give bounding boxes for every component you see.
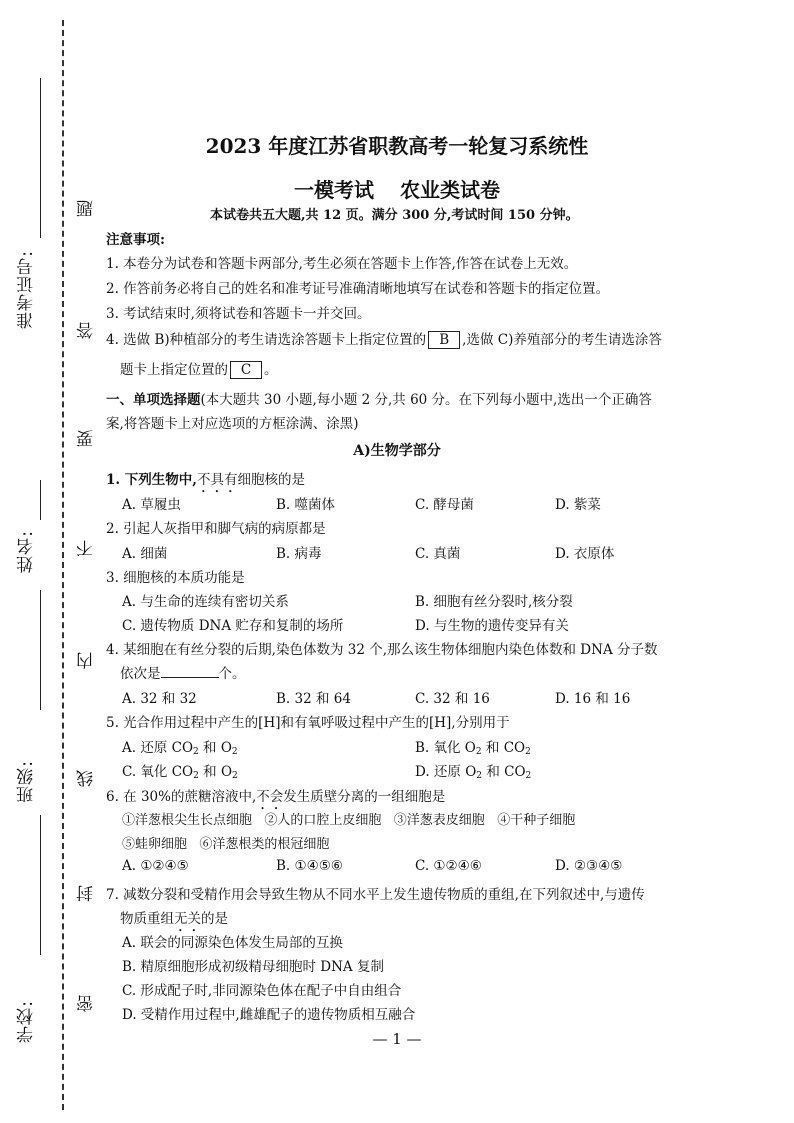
q4-stem-b — [106, 662, 246, 682]
q5-b-sub: 2 — [475, 747, 482, 757]
q5-c-text1: C. 氧化 CO — [122, 764, 194, 780]
exam-title-line2 — [0, 174, 794, 203]
q4-stem-a: 4. 某细胞在有丝分裂的后期,染色体数为 32 个,那么该生物体细胞内染色体数和 DNA 分子数 — [106, 642, 658, 658]
name-label: 姓名: — [17, 530, 37, 573]
q4-option-c: C. 32 和 16 — [415, 691, 490, 707]
page-number: — 1 — — [372, 1030, 422, 1048]
q5-a-sub2: 2 — [231, 747, 238, 757]
q1-stem — [106, 468, 305, 496]
note-2: 2. 作答前务必将自己的姓名和准考证号准确清晰地填写在试卷和答题卡的指定位置。 — [106, 281, 610, 297]
seal-char-nei: 内 — [77, 652, 97, 669]
q1-option-a: A. 草履虫 — [122, 497, 181, 513]
name-line — [40, 480, 41, 520]
q5-b-text2: 和 CO — [481, 740, 526, 756]
q7-stem-b-text: 物质重组 — [120, 911, 174, 927]
q7-stem-a: 7. 减数分裂和受精作用会导致生物从不同水平上发生遗传物质的重组,在下列叙述中,与遗传 — [106, 887, 645, 903]
seal-char-yao: 要 — [77, 430, 97, 447]
q6-option-c: C. ①②④⑥ — [415, 858, 482, 874]
section1-title: 一、单项选择题 — [106, 392, 201, 408]
note-4-text-c: 题卡上指定位置的 — [120, 362, 228, 378]
q5-a-text1: A. 还原 CO — [122, 740, 194, 756]
note-4 — [106, 328, 662, 349]
q5-option-a — [122, 736, 238, 757]
note-4-text-d: 。 — [264, 362, 278, 378]
q5-option-d — [415, 760, 531, 781]
q5-c-text2: 和 O — [198, 764, 233, 780]
note-3: 3. 考试结束时,须将试卷和答题卡一并交回。 — [106, 306, 371, 322]
q7-stem-c: 的是 — [201, 911, 228, 927]
q4-stem-b-text: 依次是 — [120, 666, 161, 682]
q7-option-a: A. 联会的同源染色体发生局部的互换 — [122, 935, 343, 951]
q1-stem-a: 1. 下列生物中, — [106, 472, 197, 488]
note-4-box-b: B — [428, 331, 460, 349]
q5-d-sub2: 2 — [525, 771, 532, 781]
q5-stem: 5. 光合作用过程中产生的[H]和有氧呼吸过程中产生的[H],分别用于 — [106, 715, 510, 731]
seal-char-bu: 不 — [77, 540, 97, 557]
q1-option-d: D. 紫菜 — [555, 497, 601, 513]
section1-header — [106, 388, 652, 408]
q7-option-c: C. 形成配子时,非同源染色体在配子中自由组合 — [122, 983, 402, 999]
section1-desc-b: 案,将答题卡上对应选项的方框涂满、涂黑) — [106, 416, 359, 432]
q6-stem-a: 6. 在 30%的蔗糖溶液中, — [106, 789, 257, 805]
name-line-lower — [40, 590, 41, 710]
q6-items-a: ①洋葱根尖生长点细胞 ②人的口腔上皮细胞 ③洋葱表皮细胞 ④干种子细胞 — [122, 813, 576, 828]
seal-char-mi: 密 — [77, 995, 97, 1012]
q5-a-sub: 2 — [193, 747, 199, 757]
q7-option-d: D. 受精作用过程中,雌雄配子的遗传物质相互融合 — [122, 1007, 416, 1023]
q2-option-a: A. 细菌 — [122, 546, 168, 562]
note-4-box-c: C — [230, 361, 262, 379]
exam-no-label: 准考证号: — [17, 250, 37, 329]
q3-option-b: B. 细胞有丝分裂时,核分裂 — [415, 594, 573, 610]
q4-stem-c: 个。 — [218, 666, 246, 682]
q6-option-b: B. ①④⑤⑥ — [276, 858, 343, 874]
exam-info: 本试卷共五大题,共 12 页。满分 300 分,考试时间 150 分钟。 — [210, 208, 579, 223]
q5-c-sub2: 2 — [232, 771, 238, 781]
q6-stem-b: 发生质壁分离的一组细胞是 — [283, 789, 446, 805]
exam-title-part-b: 农业类试卷 — [400, 178, 500, 202]
q7-option-b: B. 精原细胞形成初级精母细胞时 DNA 复制 — [122, 959, 384, 975]
q1-emphasis: 不具有 — [197, 472, 238, 488]
q5-d-sub: 2 — [476, 771, 483, 781]
q5-d-text1: D. 还原 O — [415, 764, 477, 780]
q3-option-a: A. 与生命的连续有密切关系 — [122, 594, 289, 610]
q2-option-c: C. 真菌 — [415, 546, 461, 562]
q2-option-d: D. 衣原体 — [555, 546, 615, 562]
q4-blank — [161, 665, 219, 678]
q1-option-b: B. 噬菌体 — [276, 497, 336, 513]
q5-a-text2: 和 O — [198, 740, 232, 756]
seal-char-da: 答 — [77, 322, 97, 339]
q1-stem-b: 细胞核的是 — [237, 472, 305, 488]
note-4-text-b: ,选做 C)养殖部分的考生请选涂答 — [462, 332, 662, 348]
q5-option-b — [415, 736, 531, 757]
seal-char-feng: 封 — [77, 885, 97, 902]
q1-option-c: C. 酵母菌 — [415, 497, 474, 513]
class-line-lower — [40, 815, 41, 955]
note-4-text-a: 4. 选做 B)种植部分的考生请选涂答题卡上指定位置的 — [106, 332, 427, 348]
q4-option-b: B. 32 和 64 — [276, 691, 351, 707]
note-4-cont — [106, 358, 278, 379]
seal-char-xian: 线 — [77, 770, 97, 787]
q5-c-sub: 2 — [193, 771, 199, 781]
q5-b-text1: B. 氧化 O — [415, 740, 476, 756]
q5-option-c — [122, 760, 238, 781]
exam-title-line1: 2023 年度江苏省职教高考一轮复习系统性 — [205, 134, 589, 158]
q7-emphasis: 无关 — [174, 911, 201, 927]
q2-stem: 2. 引起人灰指甲和脚气病的病原都是 — [106, 521, 326, 537]
q3-option-d: D. 与生物的遗传变异有关 — [415, 618, 569, 634]
q2-option-b: B. 病毒 — [276, 546, 322, 562]
note-1: 1. 本卷分为试卷和答题卡两部分,考生必须在答题卡上作答,作答在试卷上无效。 — [106, 256, 578, 272]
q6-option-d: D. ②③④⑤ — [555, 858, 623, 874]
q5-b-sub2: 2 — [525, 747, 531, 757]
q6-items-b: ⑤蛙卵细胞 ⑥洋葱根类的根冠细胞 — [122, 837, 330, 852]
exam-title-part-a: 一模考试 — [294, 178, 374, 202]
q5-d-text2: 和 CO — [482, 764, 526, 780]
q6-option-a: A. ①②④⑤ — [122, 858, 189, 874]
section1-desc-a: (本大题共 30 小题,每小题 2 分,共 60 分。在下列每小题中,选出一个正确答 — [200, 392, 652, 408]
q3-option-c: C. 遗传物质 DNA 贮存和复制的场所 — [122, 618, 344, 634]
seal-char-ti: 题 — [77, 200, 97, 217]
notes-heading: 注意事项: — [106, 232, 165, 248]
q4-option-d: D. 16 和 16 — [555, 691, 631, 707]
q4-option-a: A. 32 和 32 — [122, 691, 197, 707]
school-label: 学校: — [17, 1000, 37, 1043]
q3-stem: 3. 细胞核的本质功能是 — [106, 570, 245, 586]
part-a-heading: A)生物学部分 — [353, 443, 441, 459]
class-label: 班级: — [17, 760, 37, 803]
q6-emphasis: 不会 — [256, 789, 284, 805]
